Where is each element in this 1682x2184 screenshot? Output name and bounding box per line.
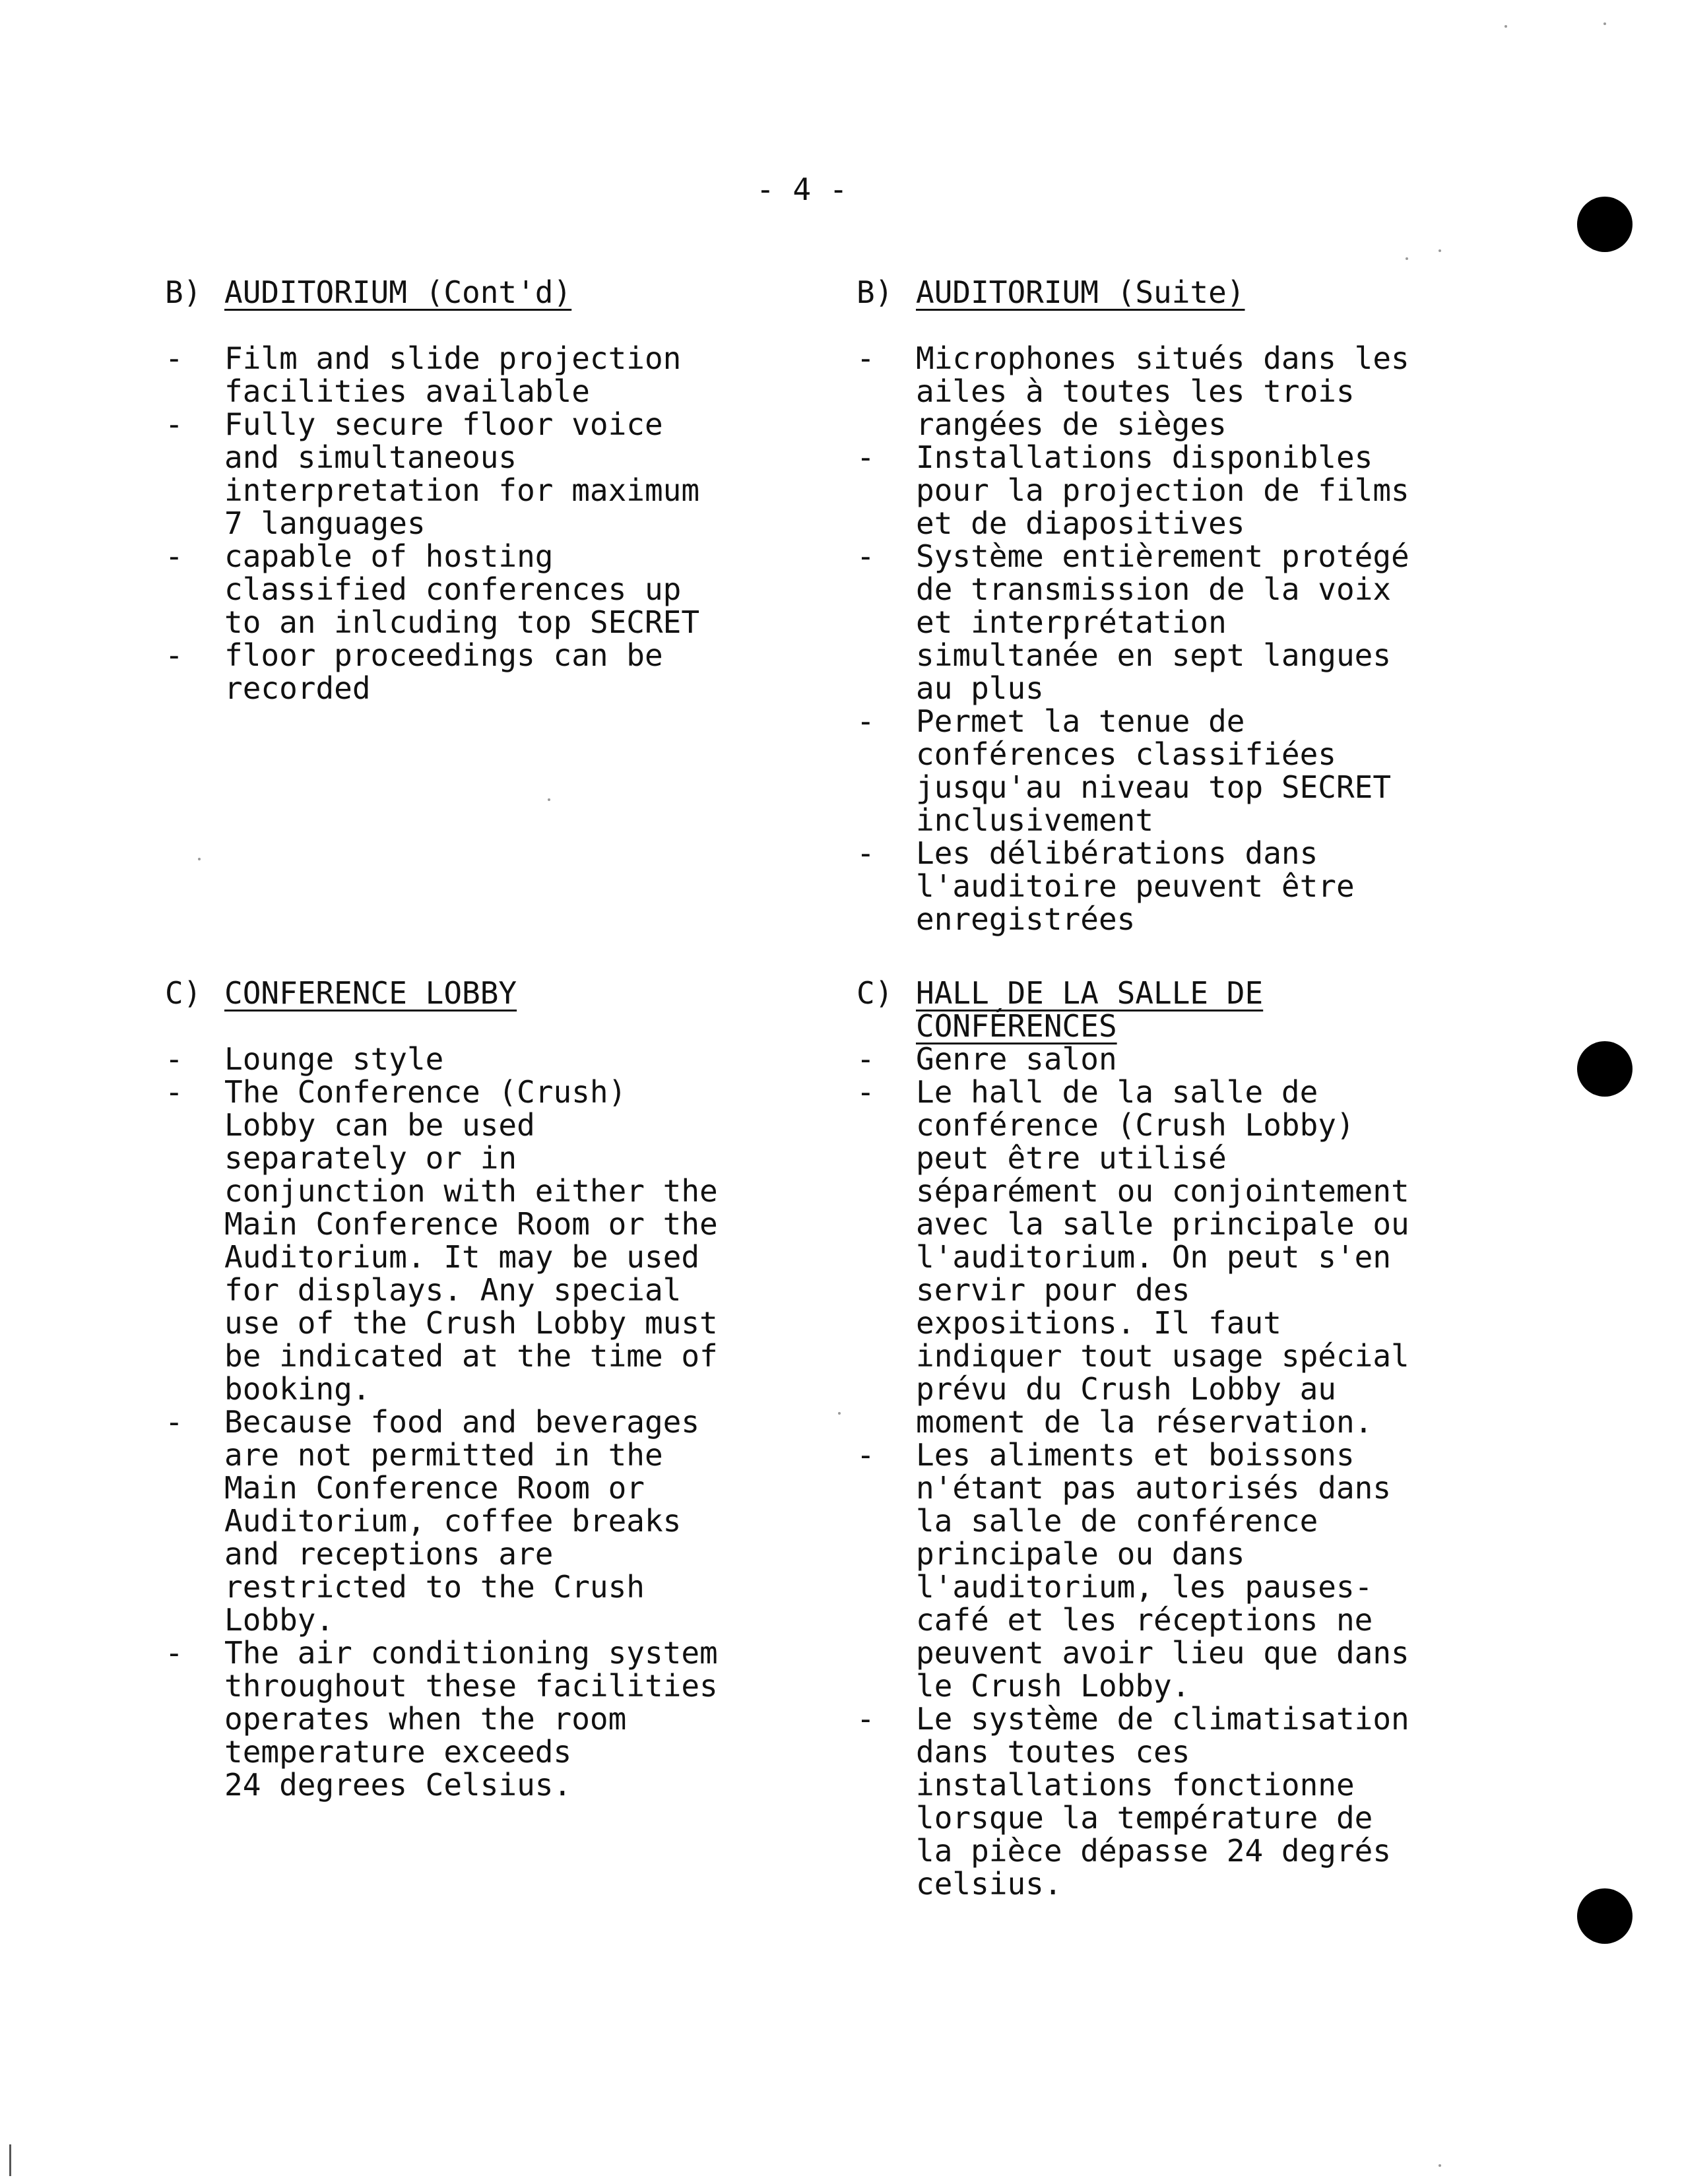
bullet-list — [857, 342, 1516, 936]
section-title: HALL DE LA SALLE DE CONFÉRENCES — [916, 975, 1264, 1044]
dash-bullet: - — [165, 340, 183, 376]
punch-hole — [1577, 1888, 1633, 1944]
scan-speck — [1406, 257, 1408, 260]
section-letter: B) — [857, 274, 893, 310]
scan-speck — [1603, 22, 1606, 25]
dash-bullet: - — [857, 1701, 875, 1737]
scan-speck — [838, 1412, 841, 1415]
list-item — [165, 1636, 825, 1801]
dash-bullet: - — [857, 835, 875, 871]
list-item-text: The air conditioning system throughout these facilities operates when the room temperature exceeds 24 degrees Celsius. — [224, 1635, 718, 1803]
list-item — [857, 342, 1516, 441]
list-item-text: Permet la tenue de conférences classifiées jusqu'au niveau top SECRET inclusivement — [916, 703, 1392, 838]
english-section-b — [165, 276, 825, 705]
section-heading — [857, 276, 1516, 309]
dash-bullet: - — [857, 340, 875, 376]
dash-bullet: - — [165, 1074, 183, 1110]
list-item-text: Microphones situés dans les ailes à toutes les trois rangées de sièges — [916, 340, 1409, 442]
scan-speck — [1504, 25, 1507, 28]
list-item — [857, 1043, 1516, 1076]
section-letter: B) — [165, 274, 202, 310]
list-item — [165, 342, 825, 408]
dash-bullet: - — [857, 1437, 875, 1473]
list-item-text: Film and slide projection facilities available — [224, 340, 682, 409]
list-item-text: Because food and beverages are not permitted in the Main Conference Room or Auditorium, coffee breaks and receptions are restricted to the Crush Lobby. — [224, 1404, 700, 1638]
section-letter: C) — [165, 975, 202, 1011]
scan-edge-mark — [9, 2144, 11, 2176]
dash-bullet: - — [165, 538, 183, 574]
list-item-text: Le système de climatisation dans toutes ces installations fonctionne lorsque la température de la pièce dépasse 24 degrés celsius. — [916, 1701, 1409, 1902]
list-item — [165, 408, 825, 540]
section-letter: C) — [857, 975, 893, 1011]
list-item — [857, 1438, 1516, 1702]
scan-speck — [1439, 249, 1441, 252]
dash-bullet: - — [165, 637, 183, 673]
page-number: - 4 - — [756, 172, 848, 207]
dash-bullet: - — [857, 1041, 875, 1077]
list-item-text: Fully secure floor voice and simultaneous interpretation for maximum 7 languages — [224, 406, 700, 541]
bullet-list — [165, 1043, 825, 1801]
dash-bullet: - — [857, 1074, 875, 1110]
list-item — [165, 540, 825, 639]
list-item-text: Genre salon — [916, 1041, 1117, 1077]
list-item — [165, 1043, 825, 1076]
list-item-text: Système entièrement protégé de transmission de la voix et interprétation simultanée en sept langues au plus — [916, 538, 1409, 706]
list-item — [857, 1702, 1516, 1900]
dash-bullet: - — [165, 1041, 183, 1077]
bullet-list — [857, 1043, 1516, 1900]
list-item — [165, 639, 825, 705]
list-item-text: Les délibérations dans l'auditoire peuvent être enregistrées — [916, 835, 1355, 937]
section-title: AUDITORIUM (Cont'd) — [224, 274, 572, 310]
scan-speck — [198, 858, 201, 860]
list-item — [857, 1076, 1516, 1438]
list-item — [165, 1405, 825, 1636]
dash-bullet: - — [165, 1404, 183, 1440]
list-item — [857, 441, 1516, 540]
section-heading — [165, 276, 825, 309]
section-heading — [165, 977, 825, 1010]
list-item-text: The Conference (Crush) Lobby can be used separately or in conjunction with either the Main Conference Room or the Auditorium. It may be used for displays. Any special use of the Crush Lobby must be indicated at the time of booking. — [224, 1074, 718, 1407]
french-section-c — [857, 977, 1516, 1900]
punch-hole — [1577, 1041, 1633, 1097]
scan-speck — [1439, 2164, 1441, 2167]
scan-speck — [548, 798, 550, 801]
list-item — [165, 1076, 825, 1405]
list-item-text: Lounge style — [224, 1041, 444, 1077]
list-item-text: Le hall de la salle de conférence (Crush Lobby) peut être utilisé séparément ou conjointement avec la salle principale ou l'auditorium. On peut s'en servir pour des expositions. Il faut indiquer tout usage spécial prévu du Crush Lobby au moment de la réservation. — [916, 1074, 1409, 1440]
list-item-text: Les aliments et boissons n'étant pas autorisés dans la salle de conférence principale ou dans l'auditorium, les pauses- café et les réceptions ne peuvent avoir lieu que dans le Crush Lobby. — [916, 1437, 1409, 1704]
bullet-list — [165, 342, 825, 705]
dash-bullet: - — [857, 703, 875, 739]
list-item-text: floor proceedings can be recorded — [224, 637, 663, 706]
section-title: CONFERENCE LOBBY — [224, 975, 517, 1011]
dash-bullet: - — [165, 406, 183, 442]
french-section-b — [857, 276, 1516, 936]
list-item-text: Installations disponibles pour la projection de films et de diapositives — [916, 439, 1409, 541]
list-item — [857, 540, 1516, 705]
list-item — [857, 837, 1516, 936]
dash-bullet: - — [857, 439, 875, 475]
list-item-text: capable of hosting classified conferences up to an inlcuding top SECRET — [224, 538, 700, 640]
section-heading — [857, 977, 1516, 1043]
dash-bullet: - — [857, 538, 875, 574]
section-title: AUDITORIUM (Suite) — [916, 274, 1245, 310]
list-item — [857, 705, 1516, 837]
dash-bullet: - — [165, 1635, 183, 1671]
punch-hole — [1577, 197, 1633, 252]
english-section-c — [165, 977, 825, 1801]
